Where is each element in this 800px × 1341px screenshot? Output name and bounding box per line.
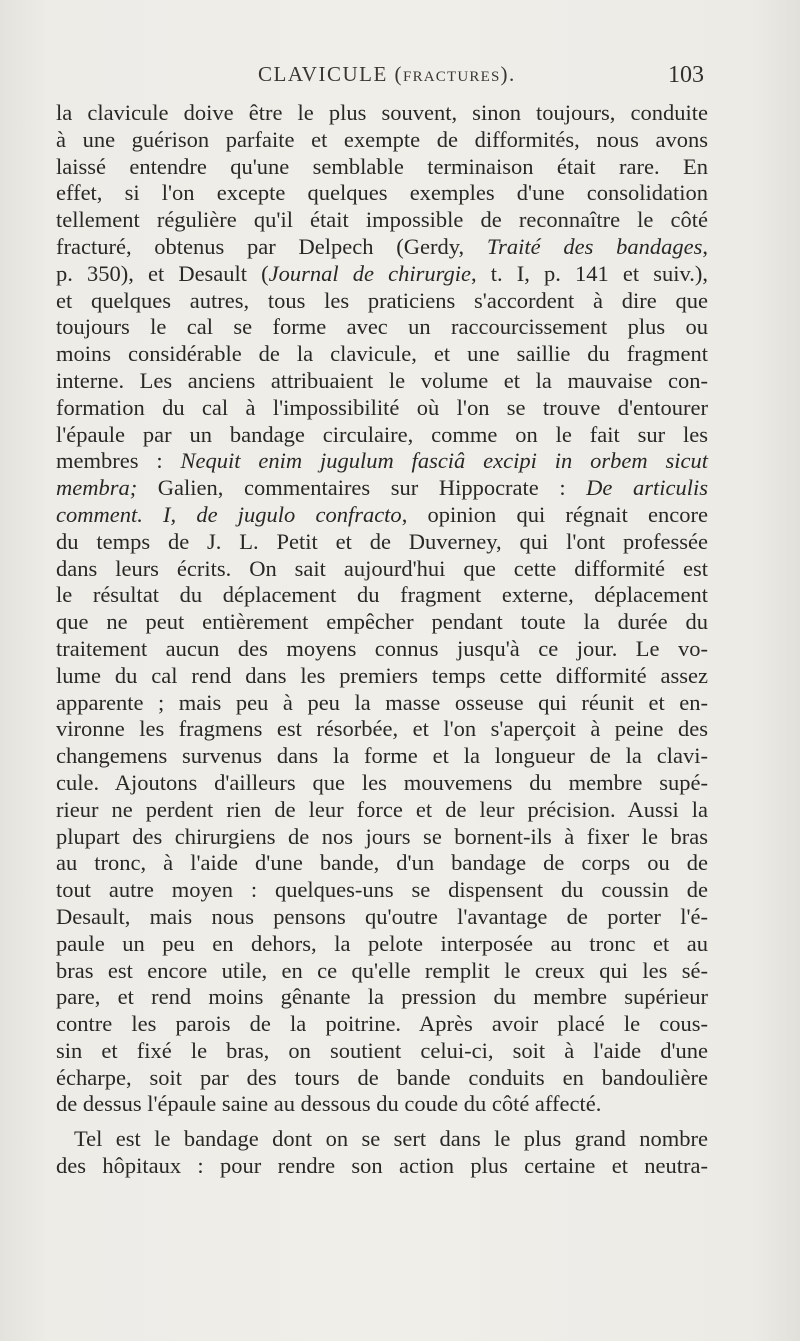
text-line: membres : Nequit enim jugulum fasciâ excipi in orbem sicut xyxy=(56,448,708,474)
text-line: moins considérable de la clavicule, et une saillie du fragment xyxy=(56,341,708,367)
text-line: toujours le cal se forme avec un raccourcissement plus ou xyxy=(56,314,708,340)
text-line: formation du cal à l'impossibilité où l'on se trouve d'entourer xyxy=(56,394,708,420)
body-text xyxy=(56,100,708,1180)
text-line: à une guérison parfaite et exempte de difformités, nous avons xyxy=(56,126,708,152)
text-line: paule un peu en dehors, la pelote interposée au tronc et au xyxy=(56,930,708,956)
text-line: et quelques autres, tous les praticiens s'accordent à dire que xyxy=(56,287,708,313)
text-line: p. 350), et Desault (Journal de chirurgie, t. I, p. 141 et suiv.), xyxy=(56,260,708,286)
text-line: Tel est le bandage dont on se sert dans le plus grand nombre xyxy=(74,1126,708,1152)
text-line: la clavicule doive être le plus souvent, sinon toujours, conduite xyxy=(56,100,708,125)
text-line: sin et fixé le bras, on soutient celui-ci, soit à l'aide d'une xyxy=(56,1037,708,1063)
text-line: cule. Ajoutons d'ailleurs que les mouvemens du membre supé- xyxy=(56,769,708,795)
text-line: écharpe, soit par des tours de bande conduits en bandoulière xyxy=(56,1064,708,1090)
page-header xyxy=(0,62,800,96)
paragraph-gap xyxy=(56,1118,708,1126)
text-line: effet, si l'on excepte quelques exemples d'une consolidation xyxy=(56,180,708,206)
text-line: le résultat du déplacement du fragment externe, déplacement xyxy=(56,582,708,608)
text-line: contre les parois de la poitrine. Après avoir placé le cous- xyxy=(56,1011,708,1037)
text-line: l'épaule par un bandage circulaire, comme on le fait sur les xyxy=(56,421,708,447)
text-line: changemens survenus dans la forme et la longueur de la clavi- xyxy=(56,743,708,769)
text-line: dans leurs écrits. On sait aujourd'hui que cette difformité est xyxy=(56,555,708,581)
text-line: que ne peut entièrement empêcher pendant toute la durée du xyxy=(56,609,708,635)
text-line: apparente ; mais peu à peu la masse osseuse qui réunit et en- xyxy=(56,689,708,715)
text-line: comment. I, de jugulo confracto, opinion qui régnait encore xyxy=(56,501,708,527)
text-line: tout autre moyen : quelques-uns se dispensent du coussin de xyxy=(56,877,708,903)
page-number: 103 xyxy=(668,62,704,88)
text-line: vironne les fragmens est résorbée, et l'on s'aperçoit à peine des xyxy=(56,716,708,742)
paragraph xyxy=(56,1126,708,1180)
text-line: interne. Les anciens attribuaient le volume et la mauvaise con- xyxy=(56,367,708,393)
paragraph xyxy=(56,100,708,1118)
text-line: du temps de J. L. Petit et de Duverney, qui l'ont professée xyxy=(56,528,708,554)
text-line: au tronc, à l'aide d'une bande, d'un bandage de corps ou de xyxy=(56,850,708,876)
text-line: rieur ne perdent rien de leur force et de leur précision. Aussi la xyxy=(56,796,708,822)
running-title-end: ). xyxy=(500,62,516,86)
text-line: membra; Galien, commentaires sur Hippocrate : De articulis xyxy=(56,475,708,501)
text-line: Desault, mais nous pensons qu'outre l'avantage de porter l'é- xyxy=(56,903,708,929)
text-line: lume du cal rend dans les premiers temps cette difformité assez xyxy=(56,662,708,688)
running-title xyxy=(258,62,516,87)
text-line: bras est encore utile, en ce qu'elle remplit le creux qui les sé- xyxy=(56,957,708,983)
text-line: laissé entendre qu'une semblable terminaison était rare. En xyxy=(56,153,708,179)
running-title-subject: FRACTURES xyxy=(403,69,501,85)
text-line: fracturé, obtenus par Delpech (Gerdy, Traité des bandages, xyxy=(56,233,708,259)
text-line: plupart des chirurgiens de nos jours se bornent-ils à fixer le bras xyxy=(56,823,708,849)
text-line: de dessus l'épaule saine au dessous du coude du côté affecté. xyxy=(56,1091,602,1117)
text-line: traitement aucun des moyens connus jusqu'à ce jour. Le vo- xyxy=(56,635,708,661)
running-title-main: CLAVICULE ( xyxy=(258,62,404,86)
text-line: pare, et rend moins gênante la pression du membre supérieur xyxy=(56,984,708,1010)
text-line: des hôpitaux : pour rendre son action plus certaine et neutra- xyxy=(56,1153,708,1179)
text-line: tellement régulière qu'il était impossible de reconnaître le côté xyxy=(56,207,708,233)
